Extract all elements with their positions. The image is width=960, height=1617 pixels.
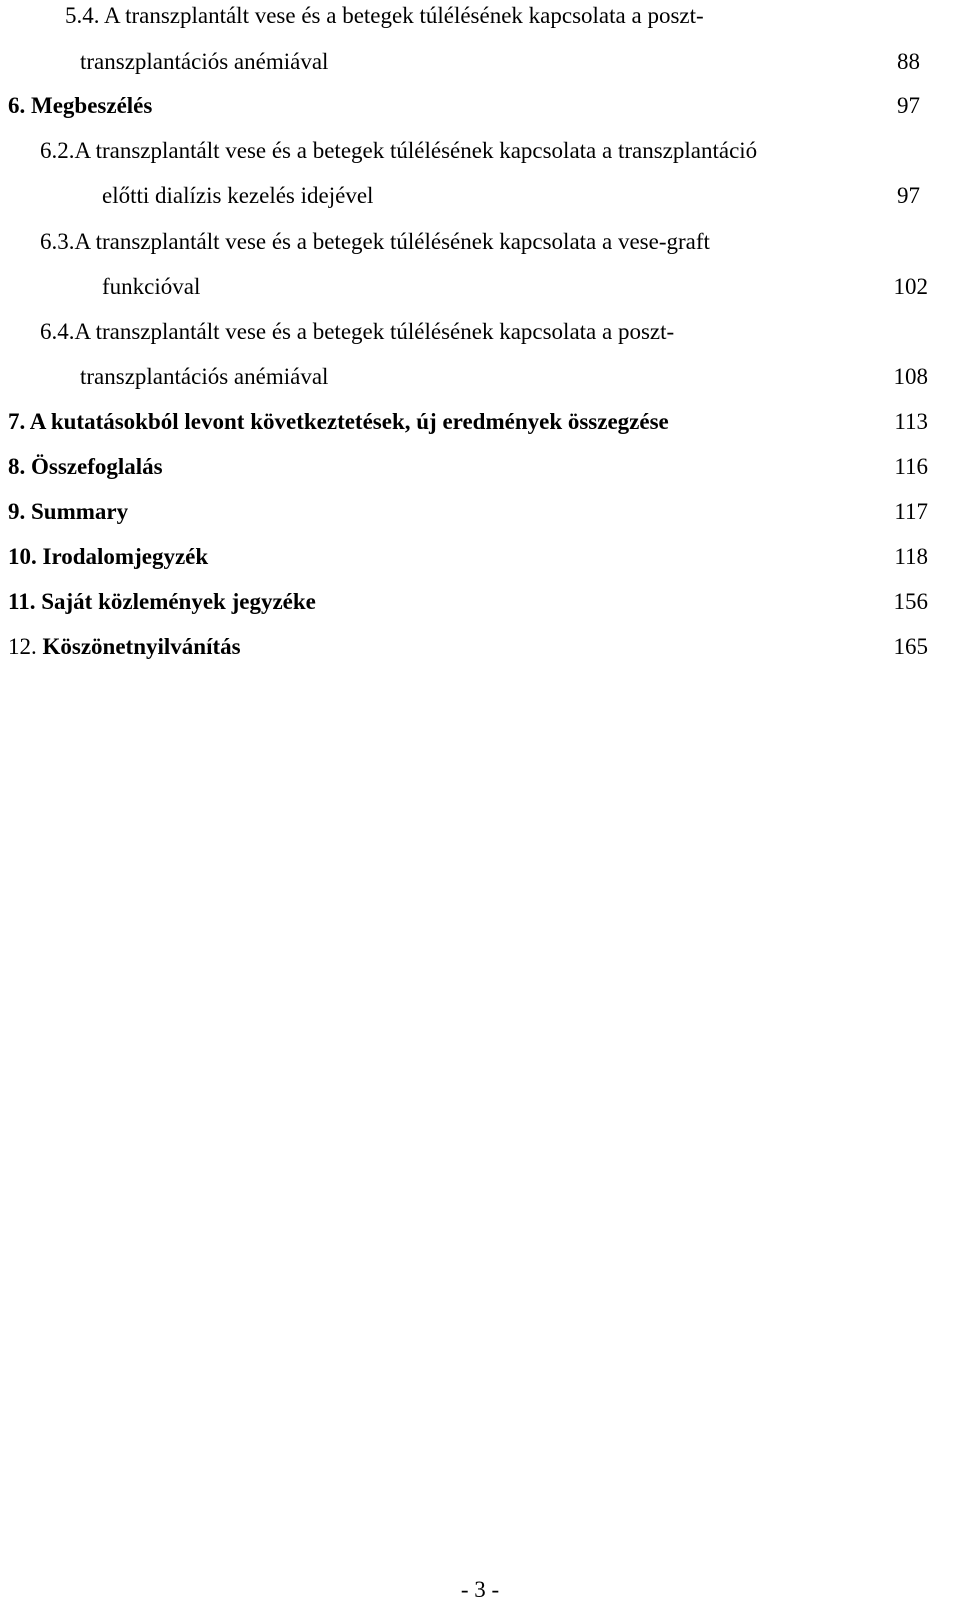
toc-entry-6-2-line2: előtti dialízis kezelés idejével [102, 183, 374, 208]
toc-entry-5-4-line1: 5.4. A transzplantált vese és a betegek túlélésének kapcsolata a poszt- [65, 3, 704, 28]
toc-entry-11-title: 11. Saját közlemények jegyzéke [8, 589, 316, 614]
toc-entry-9-page: 117 [894, 499, 928, 524]
toc-entry-12 [8, 635, 241, 658]
toc-entry-7-title: 7. A kutatásokból levont következtetések, új eredmények összegzése [8, 409, 669, 434]
toc-entry-6-2-line1: 6.2.A transzplantált vese és a betegek túlélésének kapcsolata a transzplantáció [40, 138, 758, 163]
toc-entry-8-page: 116 [894, 454, 928, 479]
toc-entry-6-3-line1: 6.3.A transzplantált vese és a betegek túlélésének kapcsolata a vese-graft [40, 229, 710, 254]
toc-entry-7-page: 113 [894, 409, 928, 434]
toc-entry-6-2-page: 97 [897, 183, 920, 208]
toc-entry-8-title: 8. Összefoglalás [8, 454, 163, 479]
toc-entry-12-page: 165 [893, 634, 928, 659]
toc-entry-11-page: 156 [893, 589, 928, 614]
toc-entry-6-4-line1: 6.4.A transzplantált vese és a betegek túlélésének kapcsolata a poszt- [40, 319, 675, 344]
toc-entry-5-4-page: 88 [897, 49, 920, 74]
toc-entry-6-title: 6. Megbeszélés [8, 93, 153, 118]
toc-entry-6-3-page: 102 [893, 274, 928, 299]
toc-entry-6-page: 97 [897, 93, 920, 118]
toc-entry-10-title: 10. Irodalomjegyzék [8, 544, 209, 569]
toc-entry-12-title: Köszönetnyilvánítás [42, 634, 241, 659]
toc-entry-9-title: 9. Summary [8, 499, 129, 524]
toc-entry-10-page: 118 [894, 544, 928, 569]
page-number: - 3 - [460, 1577, 500, 1602]
toc-entry-6-3-line2: funkcióval [102, 274, 201, 299]
toc-entry-5-4-line2: transzplantációs anémiával [80, 49, 329, 74]
toc-entry-12-number: 12. [8, 634, 37, 659]
toc-entry-6-4-line2: transzplantációs anémiával [80, 364, 329, 389]
toc-entry-6-4-page: 108 [893, 364, 928, 389]
